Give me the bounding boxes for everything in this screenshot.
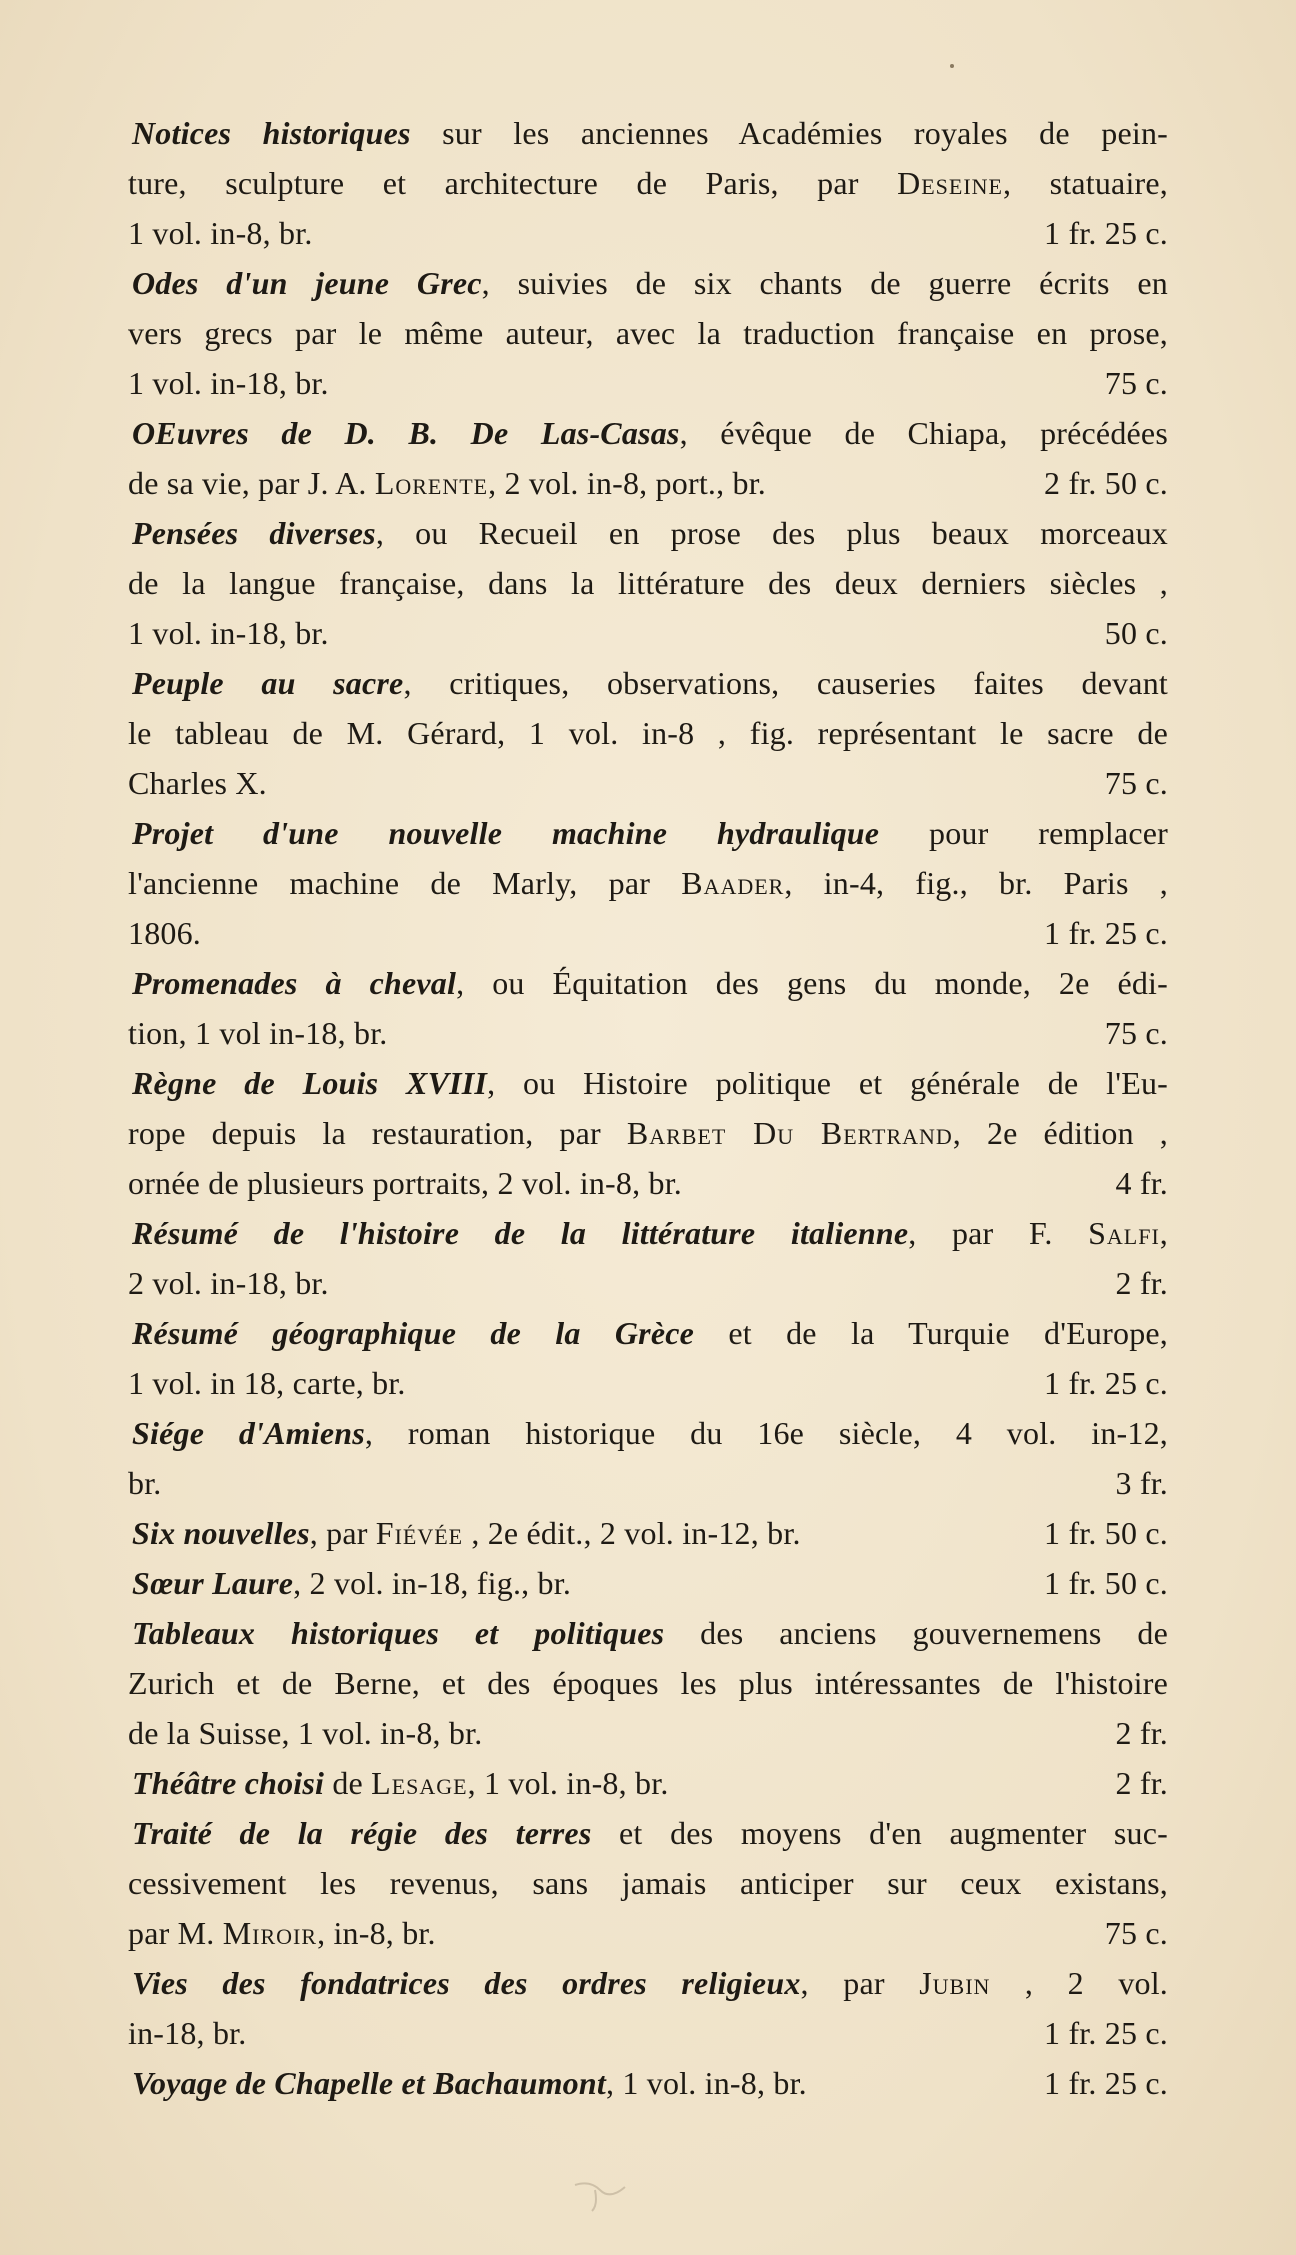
entry-title: Règne de Louis XVIII	[132, 1065, 488, 1101]
entry-text: , ou Histoire politique et générale de l'Eu-	[487, 1065, 1168, 1101]
entry-author: Baader	[681, 865, 785, 901]
catalog-entry	[128, 1958, 1168, 2058]
entry-text: , suivies de six chants de guerre écrits en	[481, 265, 1168, 301]
entry-author: Jubin	[919, 1965, 991, 2001]
entry-text: l'ancienne machine de Marly, par	[128, 865, 682, 901]
catalog-entry	[128, 2058, 1168, 2108]
entry-text: 2 vol. in-18, br.	[128, 1265, 329, 1301]
catalog-entry	[128, 508, 1168, 658]
entry-price: 2 fr.	[1115, 1765, 1168, 1801]
entry-text: in-18, br.	[128, 2015, 247, 2051]
catalog-entry	[128, 408, 1168, 508]
catalog-list	[128, 108, 1168, 2108]
entry-text: rope depuis la restauration, par	[128, 1115, 627, 1151]
entry-author: Barbet Du Bertrand	[626, 1115, 953, 1151]
entry-title: Traité de la régie des terres	[132, 1815, 592, 1851]
entry-title: Voyage de Chapelle et Bachaumont	[132, 2065, 606, 2101]
entry-title: OEuvres de D. B. De Las-Casas	[132, 415, 680, 451]
entry-price: 1 fr. 50 c.	[1044, 1565, 1168, 1601]
entry-text: , par F.	[908, 1215, 1089, 1251]
entry-text: 1 vol. in-18, br.	[128, 365, 329, 401]
entry-author: Salfi	[1088, 1215, 1160, 1251]
entry-price: 2 fr. 50 c.	[1044, 465, 1168, 501]
entry-text: , 1 vol. in-8, br.	[467, 1765, 669, 1801]
entry-text: br.	[128, 1465, 162, 1501]
entry-text: de la Suisse, 1 vol. in-8, br.	[128, 1715, 483, 1751]
entry-text: , évêque de Chiapa, précédées	[679, 415, 1168, 451]
ink-speck	[950, 64, 954, 68]
entry-text: par M.	[128, 1915, 223, 1951]
entry-text: pour remplacer	[879, 815, 1169, 851]
entry-text: , in-4, fig., br. Paris ,	[784, 865, 1168, 901]
entry-text: de	[324, 1765, 372, 1801]
entry-text: le tableau de M. Gérard, 1 vol. in-8 , fig. représentant le sacre de	[128, 715, 1168, 751]
entry-text: , 2 vol. in-8, port., br.	[488, 465, 766, 501]
entry-text: , ou Équitation des gens du monde, 2e édi-	[456, 965, 1168, 1001]
entry-price: 75 c.	[1104, 1915, 1168, 1951]
catalog-entry	[128, 1208, 1168, 1308]
entry-author: Fiévée	[375, 1515, 464, 1551]
catalog-entry	[128, 1408, 1168, 1508]
entry-price: 3 fr.	[1115, 1465, 1168, 1501]
catalog-entry	[128, 1808, 1168, 1958]
entry-text: 1 vol. in 18, carte, br.	[128, 1365, 406, 1401]
entry-text: , par	[309, 1515, 376, 1551]
entry-price: 1 fr. 25 c.	[1044, 2015, 1168, 2051]
entry-title: Tableaux historiques et politiques	[132, 1615, 665, 1651]
entry-text: ornée de plusieurs portraits, 2 vol. in-8, br.	[128, 1165, 682, 1201]
entry-author: Lesage	[371, 1765, 468, 1801]
entry-text: , ou Recueil en prose des plus beaux morceaux	[375, 515, 1169, 551]
entry-text: de sa vie, par J. A.	[128, 465, 375, 501]
entry-text: de la langue française, dans la littérature des deux derniers siècles ,	[128, 565, 1168, 601]
entry-title: Théâtre choisi	[132, 1765, 325, 1801]
entry-title: Promenades à cheval	[132, 965, 457, 1001]
entry-text: et des moyens d'en augmenter suc-	[591, 1815, 1168, 1851]
entry-title: Projet d'une nouvelle machine hydraulique	[132, 815, 880, 851]
entry-title: Résumé de l'histoire de la littérature italienne	[132, 1215, 909, 1251]
entry-price: 75 c.	[1104, 365, 1168, 401]
entry-price: 1 fr. 25 c.	[1044, 1365, 1168, 1401]
entry-text: tion, 1 vol in-18, br.	[128, 1015, 388, 1051]
entry-text: cessivement les revenus, sans jamais anticiper sur ceux existans,	[128, 1865, 1168, 1901]
entry-price: 1 fr. 25 c.	[1044, 215, 1168, 251]
entry-author: Miroir	[222, 1915, 318, 1951]
entry-price: 75 c.	[1104, 1015, 1168, 1051]
entry-title: Notices historiques	[132, 115, 411, 151]
catalog-entry	[128, 1508, 1168, 1558]
entry-title: Pensées diverses	[132, 515, 376, 551]
entry-text: , 2 vol.	[990, 1965, 1169, 2001]
entry-text: , in-8, br.	[317, 1915, 436, 1951]
entry-author: Lorente	[374, 465, 489, 501]
entry-price: 75 c.	[1104, 765, 1168, 801]
entry-price: 2 fr.	[1115, 1265, 1168, 1301]
entry-text: , 2 vol. in-18, fig., br.	[293, 1565, 572, 1601]
entry-text: 1806.	[128, 915, 201, 951]
entry-text: sur les anciennes Académies royales de pein-	[410, 115, 1168, 151]
catalog-entry	[128, 1308, 1168, 1408]
entry-text: ture, sculpture et architecture de Paris, par	[128, 165, 898, 201]
entry-text: , critiques, observations, causeries faites devant	[403, 665, 1169, 701]
catalog-entry	[128, 1758, 1168, 1808]
entry-text: des anciens gouvernemens de	[664, 1615, 1168, 1651]
entry-text: ,	[1159, 1215, 1168, 1251]
catalog-entry	[128, 1608, 1168, 1758]
entry-price: 1 fr. 25 c.	[1044, 2065, 1168, 2101]
entry-text: , 1 vol. in-8, br.	[605, 2065, 807, 2101]
entry-author: Deseine	[897, 165, 1003, 201]
catalog-entry	[128, 808, 1168, 958]
entry-text: Zurich et de Berne, et des époques les plus intéressantes de l'histoire	[128, 1665, 1168, 1701]
entry-text: 1 vol. in-8, br.	[128, 215, 313, 251]
entry-price: 1 fr. 50 c.	[1044, 1515, 1168, 1551]
entry-text: 1 vol. in-18, br.	[128, 615, 329, 651]
faint-signature-mark	[570, 2175, 630, 2215]
entry-title: Odes d'un jeune Grec	[132, 265, 482, 301]
catalog-entry	[128, 1558, 1168, 1608]
entry-title: Six nouvelles	[132, 1515, 310, 1551]
entry-title: Peuple au sacre	[132, 665, 404, 701]
entry-text: et de la Turquie d'Europe,	[694, 1315, 1168, 1351]
entry-text: , statuaire,	[1002, 165, 1168, 201]
catalog-entry	[128, 958, 1168, 1058]
catalog-entry	[128, 258, 1168, 408]
entry-price: 4 fr.	[1115, 1165, 1168, 1201]
entry-title: Vies des fondatrices des ordres religieux	[132, 1965, 801, 2001]
entry-title: Résumé géographique de la Grèce	[132, 1315, 695, 1351]
entry-price: 50 c.	[1104, 615, 1168, 651]
catalog-entry	[128, 108, 1168, 258]
entry-text: , par	[800, 1965, 920, 2001]
entry-text: , 2e édition ,	[952, 1115, 1168, 1151]
entry-text: , roman historique du 16e siècle, 4 vol. in-12,	[364, 1415, 1168, 1451]
entry-title: Siége d'Amiens	[132, 1415, 365, 1451]
entry-title: Sœur Laure	[132, 1565, 294, 1601]
entry-text: Charles X.	[128, 765, 267, 801]
entry-text: , 2e édit., 2 vol. in-12, br.	[463, 1515, 801, 1551]
entry-price: 1 fr. 25 c.	[1044, 915, 1168, 951]
entry-price: 2 fr.	[1115, 1715, 1168, 1751]
catalog-entry	[128, 658, 1168, 808]
entry-text: vers grecs par le même auteur, avec la traduction française en prose,	[128, 315, 1168, 351]
catalog-entry	[128, 1058, 1168, 1208]
